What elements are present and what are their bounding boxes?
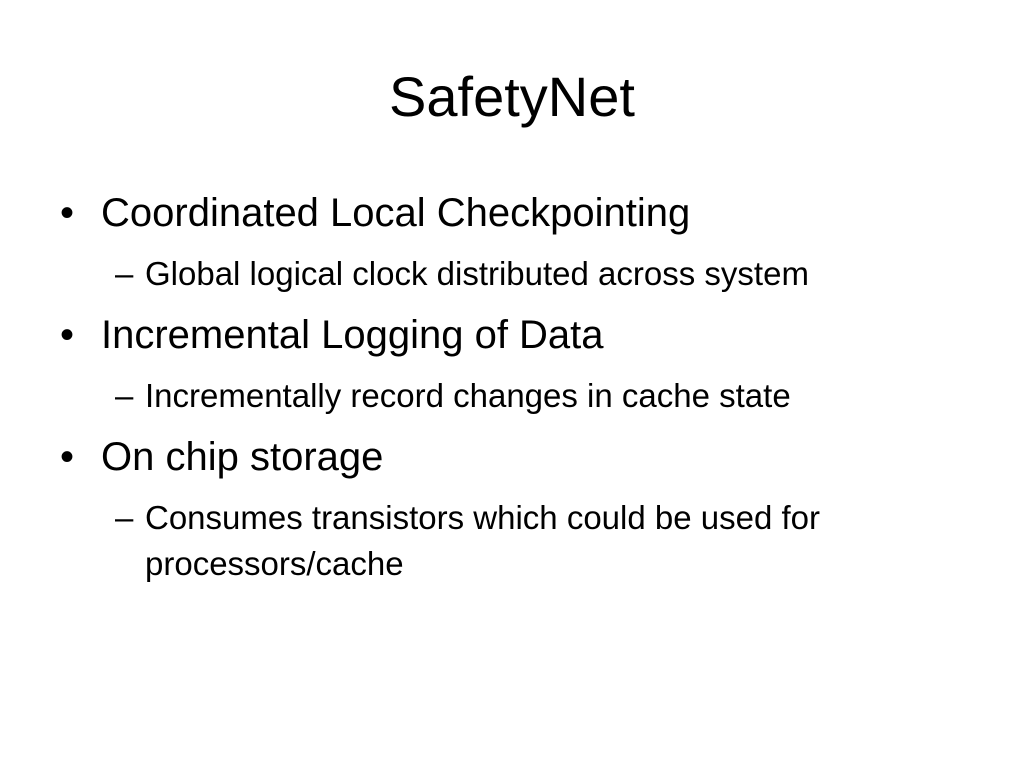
sub-bullet-marker: – — [115, 499, 134, 536]
bullet-marker: • — [60, 191, 75, 235]
sub-bullet — [0, 251, 1024, 297]
sub-bullet-text: Global logical clock distributed across system — [145, 255, 809, 292]
bullet-main — [0, 434, 1024, 480]
bullet-item — [0, 190, 1024, 297]
sub-bullet — [0, 373, 1024, 419]
bullet-item — [0, 434, 1024, 587]
sub-bullet-text: Consumes transistors which could be used for processors/cache — [145, 499, 820, 582]
bullet-item — [0, 312, 1024, 419]
sub-bullet-marker: – — [115, 255, 134, 292]
sub-bullet — [0, 495, 1024, 587]
bullet-text: Incremental Logging of Data — [101, 313, 604, 357]
sub-bullet-marker: – — [115, 377, 134, 414]
bullet-text: Coordinated Local Checkpointing — [101, 191, 691, 235]
bullet-text: On chip storage — [101, 435, 384, 479]
bullet-marker: • — [60, 313, 75, 357]
slide-title: SafetyNet — [389, 65, 635, 128]
bullet-marker: • — [60, 435, 75, 479]
bullet-main — [0, 312, 1024, 358]
bullet-list — [0, 190, 1024, 587]
sub-bullet-text: Incrementally record changes in cache state — [145, 377, 791, 414]
bullet-main — [0, 190, 1024, 236]
